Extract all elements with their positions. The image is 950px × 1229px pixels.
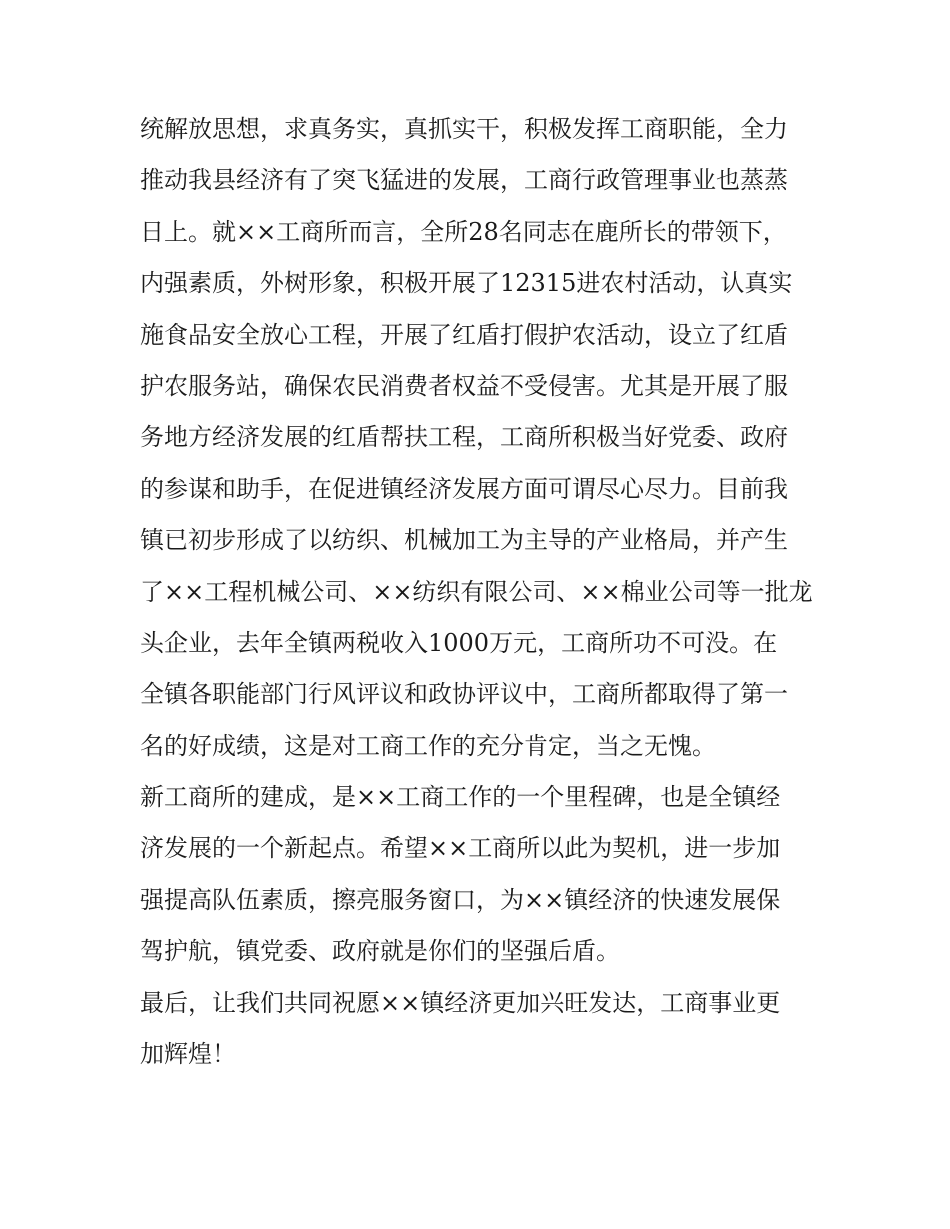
text-line: 的参谋和助手，在促进镇经济发展方面可谓尽心尽力。目前我 (140, 474, 788, 503)
text-line: 济发展的一个新起点。希望××工商所以此为契机，进一步加 (140, 834, 781, 863)
text-line: 加辉煌！ (140, 1040, 236, 1069)
text-line: 内强素质，外树形象，积极开展了12315进农村活动，认真实 (140, 269, 793, 298)
text-line: 施食品安全放心工程，开展了红盾打假护农活动，设立了红盾 (140, 320, 788, 349)
text-line: 统解放思想，求真务实，真抓实干，积极发挥工商职能，全力 (140, 115, 788, 143)
text-line: 全镇各职能部门行风评议和政协评议中，工商所都取得了第一 (140, 680, 788, 709)
body-text (140, 104, 820, 1080)
text-line: 驾护航，镇党委、政府就是你们的坚强后盾。 (140, 937, 620, 966)
text-line: 名的好成绩，这是对工商工作的充分肯定，当之无愧。 (140, 731, 716, 760)
text-line: 新工商所的建成，是××工商工作的一个里程碑，也是全镇经 (140, 783, 781, 812)
text-line: 日上。就××工商所而言，全所28名同志在鹿所长的带领下， (140, 217, 787, 246)
text-line: 了××工程机械公司、××纺织有限公司、××棉业公司等一批龙 (140, 577, 813, 606)
text-line: 护农服务站，确保农民消费者权益不受侵害。尤其是开展了服 (140, 371, 788, 400)
text-line: 镇已初步形成了以纺织、机械加工为主导的产业格局，并产生 (140, 526, 788, 555)
text-line: 强提高队伍素质，擦亮服务窗口，为××镇经济的快速发展保 (140, 885, 781, 914)
text-line: 头企业，去年全镇两税收入1000万元，工商所功不可没。在 (140, 628, 778, 657)
text-line: 推动我县经济有了突飞猛进的发展，工商行政管理事业也蒸蒸 (140, 166, 788, 195)
text-line: 务地方经济发展的红盾帮扶工程，工商所积极当好党委、政府 (140, 423, 788, 452)
text-line: 最后，让我们共同祝愿××镇经济更加兴旺发达，工商事业更 (140, 988, 781, 1017)
